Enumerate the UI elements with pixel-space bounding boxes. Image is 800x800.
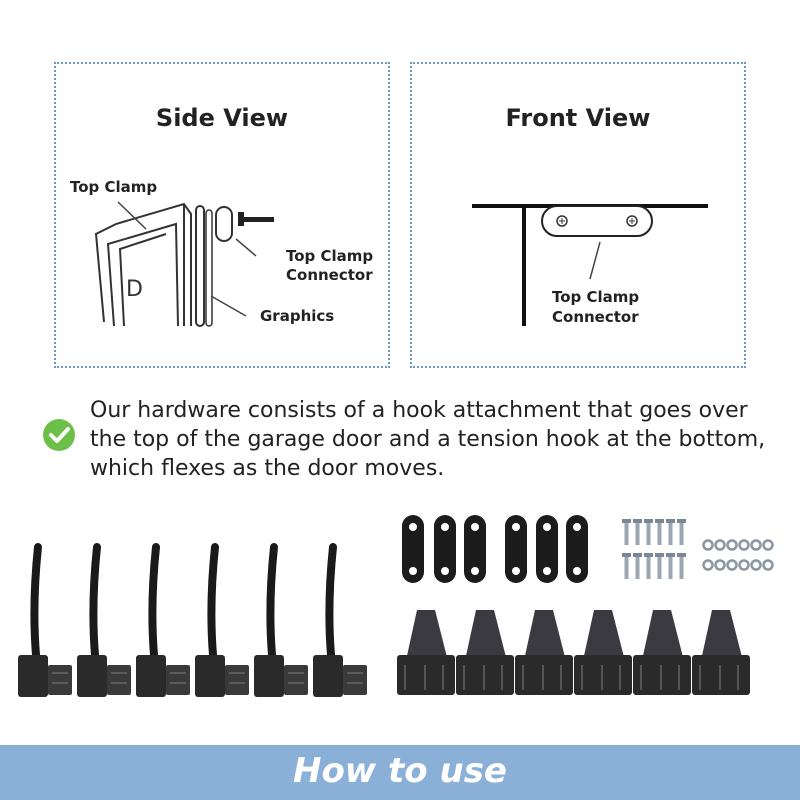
top-clamp-part: [515, 610, 573, 695]
check-circle-icon: [42, 418, 76, 452]
connector-plate-part: [566, 515, 588, 583]
screw-part: [644, 553, 653, 579]
top-clamp-part: [574, 610, 632, 695]
nuts-group: [704, 541, 773, 570]
nut-part: [728, 561, 737, 570]
nut-part: [728, 541, 737, 550]
tension-hooks-group: [18, 547, 367, 697]
top-clamp-part: [633, 610, 691, 695]
connector-plate-part: [505, 515, 527, 583]
footer-title: How to use: [292, 751, 507, 791]
tension-hook: [77, 547, 131, 697]
door-slab: [196, 206, 204, 326]
front-view-panel: [410, 62, 746, 368]
front-arrow: [590, 242, 600, 279]
tension-hook: [195, 547, 249, 697]
nut-part: [716, 561, 725, 570]
tension-hook: [313, 547, 367, 697]
connector-label-line2: Connector: [286, 266, 373, 284]
screw-part: [655, 553, 664, 579]
screw-part: [633, 553, 642, 579]
front-connector-label-line1: Top Clamp: [552, 288, 640, 306]
nut-part: [740, 541, 749, 550]
front-connector-label-line2: Connector: [552, 308, 639, 326]
screw-part: [666, 519, 675, 545]
side-view-diagram: [56, 64, 392, 370]
connector-plate-part: [464, 515, 486, 583]
connector-oval: [216, 207, 232, 241]
screw-part: [666, 553, 675, 579]
footer-banner: [0, 745, 800, 800]
front-view-diagram: [412, 64, 748, 370]
top-clamp-part: [397, 610, 455, 695]
nut-part: [704, 561, 713, 570]
nut-part: [764, 561, 773, 570]
description-text: Our hardware consists of a hook attachment that goes over the top of the garage door and a tension hook at the bottom, which flexes as the door moves.: [90, 398, 766, 481]
screw-part: [644, 519, 653, 545]
hardware-parts-illustration: [0, 505, 800, 705]
top-clamp-label: Top Clamp: [70, 178, 158, 196]
nut-part: [716, 541, 725, 550]
screw-part: [633, 519, 642, 545]
connector-label-line1: Top Clamp: [286, 247, 374, 265]
tension-hook: [136, 547, 190, 697]
door-letter: D: [126, 277, 143, 302]
side-view-panel: [54, 62, 390, 368]
side-view-title: Side View: [155, 104, 289, 132]
connector-plate-part: [434, 515, 456, 583]
screws-group: [622, 519, 686, 579]
screw-part: [655, 519, 664, 545]
screw-part: [622, 553, 631, 579]
graphics-layer: [206, 210, 212, 326]
screw-part: [677, 519, 686, 545]
tension-hook: [18, 547, 72, 697]
graphics-label: Graphics: [260, 307, 335, 325]
nut-part: [740, 561, 749, 570]
bolt-icon: [238, 212, 274, 226]
connector-plate-part: [402, 515, 424, 583]
connector-plates-group: [402, 515, 588, 583]
front-view-title: Front View: [505, 104, 651, 132]
top-clamp-part: [456, 610, 514, 695]
connector-plate-part: [536, 515, 558, 583]
nut-part: [764, 541, 773, 550]
top-clamps-group: [397, 610, 750, 695]
screw-part: [677, 553, 686, 579]
top-clamp-part: [692, 610, 750, 695]
nut-part: [704, 541, 713, 550]
screw-part: [622, 519, 631, 545]
nut-part: [752, 561, 761, 570]
connector-plate: [542, 206, 652, 236]
tension-hook: [254, 547, 308, 697]
top-clamp-drawing: [96, 204, 191, 326]
nut-part: [752, 541, 761, 550]
